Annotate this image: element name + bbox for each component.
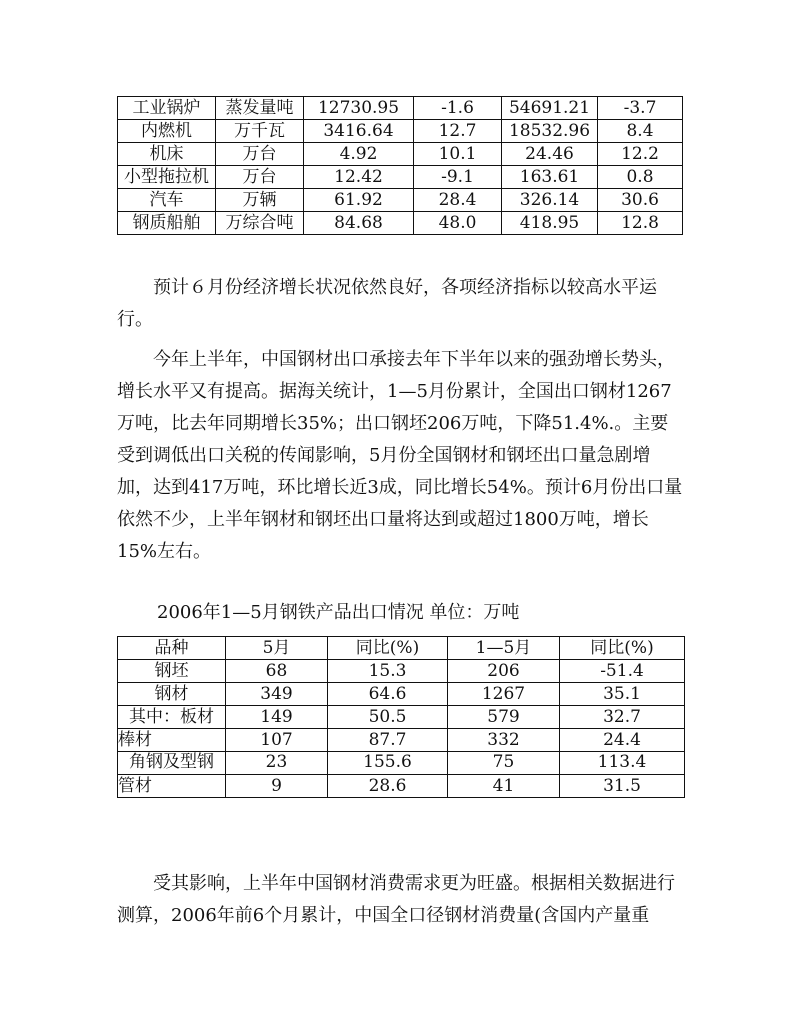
- table-cell: 钢坯: [118, 660, 226, 683]
- table-cell: 3416.64: [304, 120, 414, 143]
- table-cell: 84.68: [304, 212, 414, 235]
- table-header-cell: 同比(%): [560, 637, 685, 660]
- table-header-row: [118, 637, 685, 660]
- table-cell: 326.14: [502, 189, 598, 212]
- table-cell: 113.4: [560, 752, 685, 775]
- table-row: [118, 189, 683, 212]
- table-cell: 48.0: [414, 212, 502, 235]
- table-cell: 12.2: [598, 143, 683, 166]
- table-cell: 31.5: [560, 775, 685, 798]
- table-cell: 24.46: [502, 143, 598, 166]
- table-cell: 8.4: [598, 120, 683, 143]
- table-cell: -3.7: [598, 97, 683, 120]
- table-cell: 332: [448, 729, 560, 752]
- table-cell: -51.4: [560, 660, 685, 683]
- table-cell: 155.6: [328, 752, 448, 775]
- table-cell: 工业锅炉: [118, 97, 216, 120]
- table-cell: 1267: [448, 683, 560, 706]
- table-cell: 15.3: [328, 660, 448, 683]
- table-cell: 206: [448, 660, 560, 683]
- table-cell: 其中：板材: [118, 706, 226, 729]
- export-table: [117, 636, 685, 798]
- table-row: [118, 143, 683, 166]
- table-row: [118, 706, 685, 729]
- table-cell: -1.6: [414, 97, 502, 120]
- paragraph-forecast: 预计６月份经济增长状况依然良好，各项经济指标以较高水平运行。: [117, 277, 657, 330]
- table-cell: 万台: [216, 143, 304, 166]
- table-cell: 小型拖拉机: [118, 166, 216, 189]
- table-cell: 61.92: [304, 189, 414, 212]
- table-header-cell: 5月: [226, 637, 328, 660]
- table-cell: 163.61: [502, 166, 598, 189]
- table-cell: 万辆: [216, 189, 304, 212]
- table-row: [118, 775, 685, 798]
- table-cell: 万综合吨: [216, 212, 304, 235]
- table-cell: 棒材: [118, 729, 226, 752]
- table-cell: 75: [448, 752, 560, 775]
- production-table: [117, 96, 683, 235]
- table-row: [118, 97, 683, 120]
- table-cell: -9.1: [414, 166, 502, 189]
- table-cell: 9: [226, 775, 328, 798]
- table-cell: 35.1: [560, 683, 685, 706]
- table-row: [118, 120, 683, 143]
- table-caption: 2006年1—5月钢铁产品出口情况 单位：万吨: [157, 602, 520, 623]
- table-cell: 管材: [118, 775, 226, 798]
- table-cell: 角钢及型钢: [118, 752, 226, 775]
- table-cell: 23: [226, 752, 328, 775]
- table-cell: 万千瓦: [216, 120, 304, 143]
- table-cell: 50.5: [328, 706, 448, 729]
- table-cell: 汽车: [118, 189, 216, 212]
- table-row: [118, 683, 685, 706]
- table-cell: 钢质船舶: [118, 212, 216, 235]
- table-cell: 内燃机: [118, 120, 216, 143]
- paragraph-export: 今年上半年，中国钢材出口承接去年下半年以来的强劲增长势头，增长水平又有提高。据海关统计，1—5月份累计，全国出口钢材1267万吨，比去年同期增长35%；出口钢坯206万吨，下降51.4%.。主要受到调低出口关税的传闻影响，5月份全国钢材和钢坯出口量急剧增加，达到417万吨，环比增长近3成，同比增长54%。预计6月份出口量依然不少，上半年钢材和钢坯出口量将达到或超过1800万吨，增长15%左右。: [117, 349, 683, 562]
- table-cell: 418.95: [502, 212, 598, 235]
- table-cell: 机床: [118, 143, 216, 166]
- table-cell: 蒸发量吨: [216, 97, 304, 120]
- table-cell: 87.7: [328, 729, 448, 752]
- table-header-cell: 1—5月: [448, 637, 560, 660]
- table-cell: 12730.95: [304, 97, 414, 120]
- table-cell: 68: [226, 660, 328, 683]
- table-cell: 12.42: [304, 166, 414, 189]
- table-cell: 349: [226, 683, 328, 706]
- table-cell: 28.4: [414, 189, 502, 212]
- paragraph-consumption: 受其影响，上半年中国钢材消费需求更为旺盛。根据相关数据进行测算，2006年前6个月累计，中国全口径钢材消费量(含国内产量重: [117, 873, 675, 926]
- table-header-cell: 同比(%): [328, 637, 448, 660]
- table-cell: 10.1: [414, 143, 502, 166]
- table-cell: 12.8: [598, 212, 683, 235]
- table-row: [118, 729, 685, 752]
- table-cell: 30.6: [598, 189, 683, 212]
- table-cell: 107: [226, 729, 328, 752]
- table-cell: 12.7: [414, 120, 502, 143]
- table-cell: 579: [448, 706, 560, 729]
- table-cell: 18532.96: [502, 120, 598, 143]
- table-cell: 万台: [216, 166, 304, 189]
- table-row: [118, 166, 683, 189]
- table-cell: 64.6: [328, 683, 448, 706]
- table-cell: 4.92: [304, 143, 414, 166]
- table-cell: 54691.21: [502, 97, 598, 120]
- table-header-cell: 品种: [118, 637, 226, 660]
- table-cell: 32.7: [560, 706, 685, 729]
- table-cell: 149: [226, 706, 328, 729]
- table-cell: 28.6: [328, 775, 448, 798]
- table-row: [118, 660, 685, 683]
- table-cell: 钢材: [118, 683, 226, 706]
- table-row: [118, 212, 683, 235]
- table-cell: 41: [448, 775, 560, 798]
- table-cell: 0.8: [598, 166, 683, 189]
- table-cell: 24.4: [560, 729, 685, 752]
- table-row: [118, 752, 685, 775]
